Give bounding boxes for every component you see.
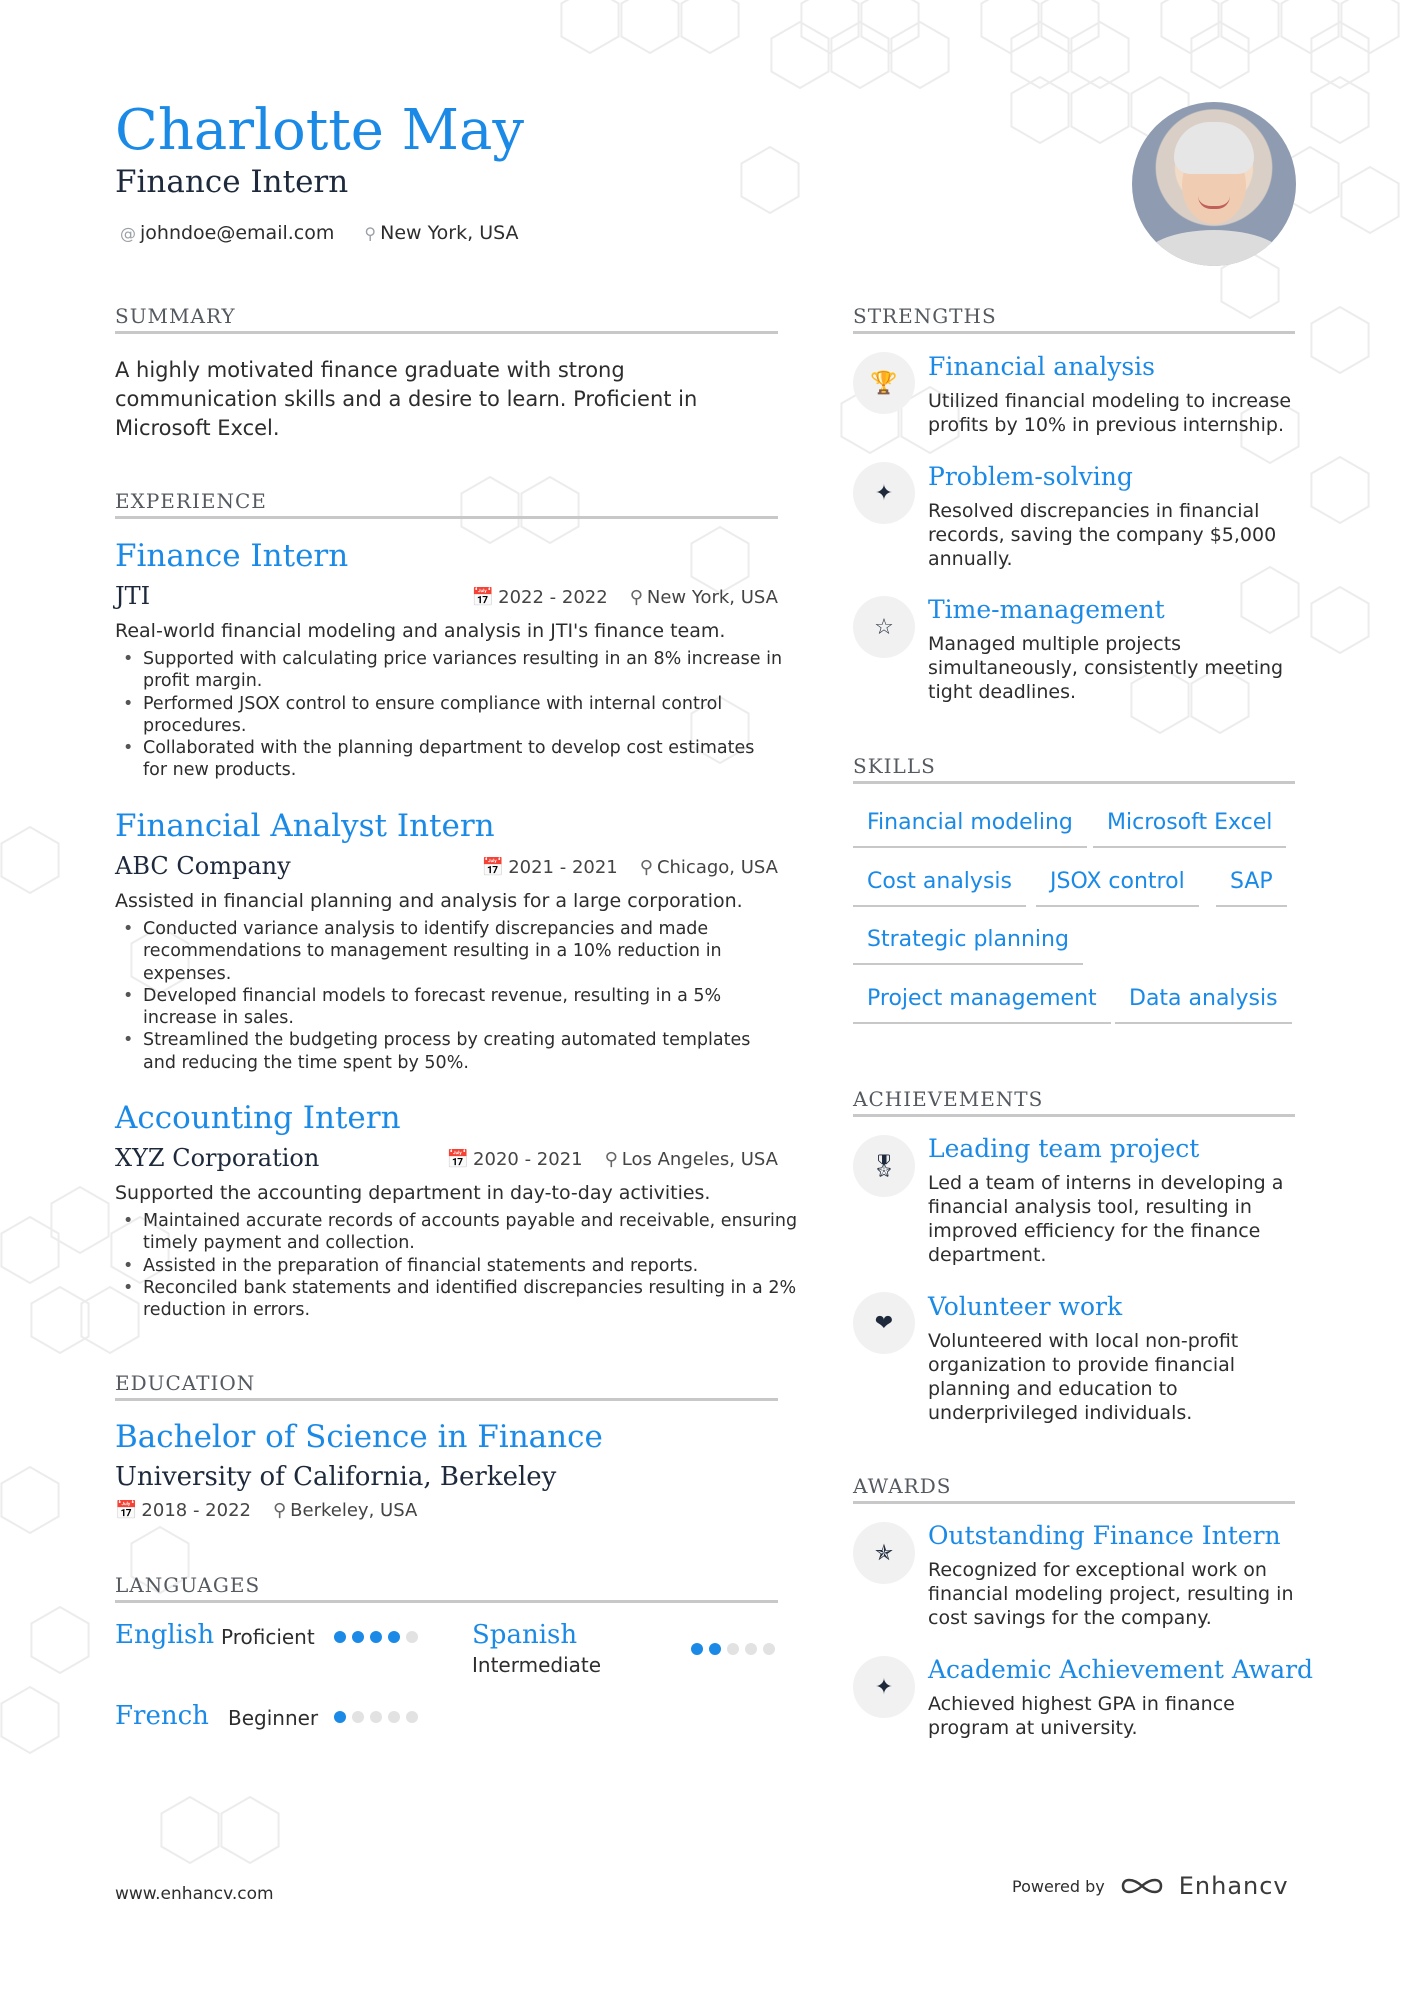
job-company: ABC Company — [115, 852, 291, 880]
rating-dot — [691, 1643, 703, 1655]
strength-title: Time-management — [928, 595, 1165, 624]
award-description: Achieved highest GPA in finance program at university. — [928, 1693, 1235, 1739]
magic-wand-icon: ✦ — [853, 462, 915, 524]
star-icon: ☆ — [853, 596, 915, 658]
job-dates: 📅 2022 - 2022 — [471, 587, 608, 608]
award-description: Recognized for exceptional work on financial modeling project, resulting in cost savings for the company. — [928, 1559, 1294, 1629]
strength-description: Managed multiple projects simultaneously, consistently meeting tight deadlines. — [928, 633, 1284, 703]
achievements-divider — [853, 1114, 1295, 1117]
summary-text: A highly motivated finance graduate with strong communication skills and a desire to learn. Proficient in Microsoft Excel. — [115, 358, 698, 440]
job-location: ⚲ Chicago, USA — [639, 857, 778, 878]
job-company: JTI — [115, 582, 151, 610]
achievements-heading: ACHIEVEMENTS — [853, 1087, 1044, 1111]
job-bullet: • Performed JSOX control to ensure compliance with internal control procedures. — [143, 693, 783, 738]
language-level: Proficient — [221, 1625, 315, 1649]
rating-dot — [334, 1631, 346, 1643]
location-contact — [364, 222, 518, 244]
rating-dot — [352, 1711, 364, 1723]
job-bullet: • Conducted variance analysis to identify discrepancies and made recommendations to management resulting in a 10% reduction in expenses. — [143, 918, 783, 985]
strength-title: Financial analysis — [928, 352, 1155, 381]
job-bullet: • Developed financial models to forecast revenue, resulting in a 5% increase in sales. — [143, 985, 783, 1030]
trophy-icon: 🏆 — [853, 352, 915, 414]
rating-dot — [370, 1631, 382, 1643]
strength-description: Utilized financial modeling to increase profits by 10% in previous internship. — [928, 390, 1292, 436]
rating-dot — [406, 1711, 418, 1723]
rating-dot — [370, 1711, 382, 1723]
language-name: Spanish — [472, 1620, 578, 1650]
strengths-divider — [853, 331, 1295, 334]
rating-dot — [727, 1643, 739, 1655]
skill-tag: Strategic planning — [853, 925, 1083, 965]
job-bullets — [115, 918, 783, 1074]
map-pin-icon: ⚲ — [629, 587, 643, 608]
job-title: Financial Analyst Intern — [115, 808, 495, 844]
achievement-description: Led a team of interns in developing a financial analysis tool, resulting in improved efficiency for the finance department. — [928, 1172, 1284, 1266]
job-bullets — [115, 648, 783, 782]
map-pin-icon: ⚲ — [604, 1149, 618, 1170]
award-title: Outstanding Finance Intern — [928, 1521, 1281, 1550]
enhancv-brand[interactable]: Enhancv — [1178, 1872, 1289, 1900]
skill-tag: SAP — [1216, 867, 1287, 907]
job-location: ⚲ Los Angeles, USA — [604, 1149, 778, 1170]
skills-heading: SKILLS — [853, 754, 936, 778]
skill-tag: Cost analysis — [853, 867, 1026, 907]
job-bullet: • Streamlined the budgeting process by creating automated templates and reducing the time spent by 50%. — [143, 1029, 783, 1074]
strengths-heading: STRENGTHS — [853, 304, 997, 328]
job-bullet: • Supported with calculating price variances resulting in an 8% increase in profit margin. — [143, 648, 783, 693]
job-description: Assisted in financial planning and analysis for a large corporation. — [115, 890, 743, 912]
job-bullet: • Collaborated with the planning department to develop cost estimates for new products. — [143, 737, 783, 782]
languages-heading: LANGUAGES — [115, 1573, 261, 1597]
contact-info — [120, 222, 519, 244]
job-title: Finance Intern — [115, 538, 349, 574]
job-meta — [400, 587, 778, 608]
rating-dot — [406, 1631, 418, 1643]
summary-divider — [115, 331, 778, 334]
map-pin-icon: ⚲ — [639, 857, 653, 878]
awards-divider — [853, 1501, 1295, 1504]
medal-icon: 🎖 — [853, 1135, 915, 1197]
job-location: ⚲ New York, USA — [629, 587, 778, 608]
education-heading: EDUCATION — [115, 1371, 256, 1395]
footer-branding — [1012, 1872, 1289, 1900]
strength-description: Resolved discrepancies in financial records, saving the company $5,000 annually. — [928, 500, 1277, 570]
calendar-icon: 📅 — [481, 857, 505, 878]
job-description: Supported the accounting department in day-to-day activities. — [115, 1182, 711, 1204]
language-rating — [334, 1711, 418, 1723]
email-text: johndoe@email.com — [140, 222, 335, 244]
job-bullet: • Assisted in the preparation of financial statements and reports. — [143, 1255, 803, 1277]
job-company: XYZ Corporation — [115, 1144, 320, 1172]
email-contact[interactable] — [120, 222, 334, 244]
language-level: Intermediate — [472, 1653, 602, 1677]
language-name: French — [115, 1701, 209, 1731]
candidate-role: Finance Intern — [115, 164, 349, 200]
skill-tag: Project management — [853, 984, 1111, 1024]
job-meta — [400, 857, 778, 878]
rating-dot — [763, 1643, 775, 1655]
skills-divider — [853, 781, 1295, 784]
map-pin-icon: ⚲ — [272, 1500, 287, 1521]
language-name: English — [115, 1620, 215, 1650]
job-dates: 📅 2020 - 2021 — [446, 1149, 583, 1170]
calendar-icon: 📅 — [471, 587, 495, 608]
education-divider — [115, 1398, 778, 1401]
strength-title: Problem-solving — [928, 462, 1133, 491]
rating-dot — [334, 1711, 346, 1723]
at-icon: @ — [120, 224, 136, 243]
language-rating — [334, 1631, 418, 1643]
experience-divider — [115, 516, 778, 519]
education-location: ⚲ Berkeley, USA — [272, 1500, 418, 1521]
job-dates: 📅 2021 - 2021 — [481, 857, 618, 878]
rating-dot — [352, 1631, 364, 1643]
footer-website[interactable]: www.enhancv.com — [115, 1884, 274, 1904]
school-name: University of California, Berkeley — [115, 1462, 557, 1492]
calendar-icon: 📅 — [446, 1149, 470, 1170]
experience-heading: EXPERIENCE — [115, 489, 267, 513]
magic-wand-icon: ✦ — [853, 1656, 915, 1718]
powered-by-label: Powered by — [1012, 1876, 1105, 1896]
award-title: Academic Achievement Award — [928, 1655, 1314, 1684]
rating-dot — [388, 1631, 400, 1643]
heart-icon: ❤ — [853, 1292, 915, 1354]
job-description: Real-world financial modeling and analysis in JTI's finance team. — [115, 620, 726, 642]
rating-dot — [388, 1711, 400, 1723]
achievement-title: Leading team project — [928, 1134, 1200, 1163]
calendar-icon: 📅 — [115, 1500, 138, 1521]
awards-heading: AWARDS — [853, 1474, 952, 1498]
rating-dot — [709, 1643, 721, 1655]
job-bullets — [115, 1210, 803, 1321]
enhancv-logo-icon — [1119, 1874, 1165, 1898]
candidate-name: Charlotte May — [115, 98, 525, 163]
achievement-title: Volunteer work — [928, 1292, 1123, 1321]
degree-title: Bachelor of Science in Finance — [115, 1419, 603, 1455]
achievement-description: Volunteered with local non-profit organization to provide financial planning and education to underprivileged individuals. — [928, 1330, 1239, 1424]
job-meta — [400, 1149, 778, 1170]
education-meta — [115, 1500, 417, 1521]
skill-tag: JSOX control — [1036, 867, 1199, 907]
language-rating — [691, 1643, 775, 1655]
profile-photo — [1132, 102, 1296, 266]
languages-divider — [115, 1600, 778, 1603]
education-dates: 📅 2018 - 2022 — [115, 1500, 251, 1521]
skill-tag: Data analysis — [1115, 984, 1292, 1024]
star-half-icon: ✯ — [853, 1522, 915, 1584]
location-text: New York, USA — [380, 222, 519, 244]
language-level: Beginner — [228, 1706, 319, 1730]
job-title: Accounting Intern — [115, 1100, 401, 1136]
summary-heading: SUMMARY — [115, 304, 236, 328]
skill-tag: Financial modeling — [853, 808, 1087, 848]
job-bullet: • Reconciled bank statements and identified discrepancies resulting in a 2% reduction in errors. — [143, 1277, 803, 1322]
rating-dot — [745, 1643, 757, 1655]
skill-tag: Microsoft Excel — [1093, 808, 1286, 848]
job-bullet: • Maintained accurate records of accounts payable and receivable, ensuring timely payment and collection. — [143, 1210, 803, 1255]
map-pin-icon: ⚲ — [364, 224, 377, 243]
